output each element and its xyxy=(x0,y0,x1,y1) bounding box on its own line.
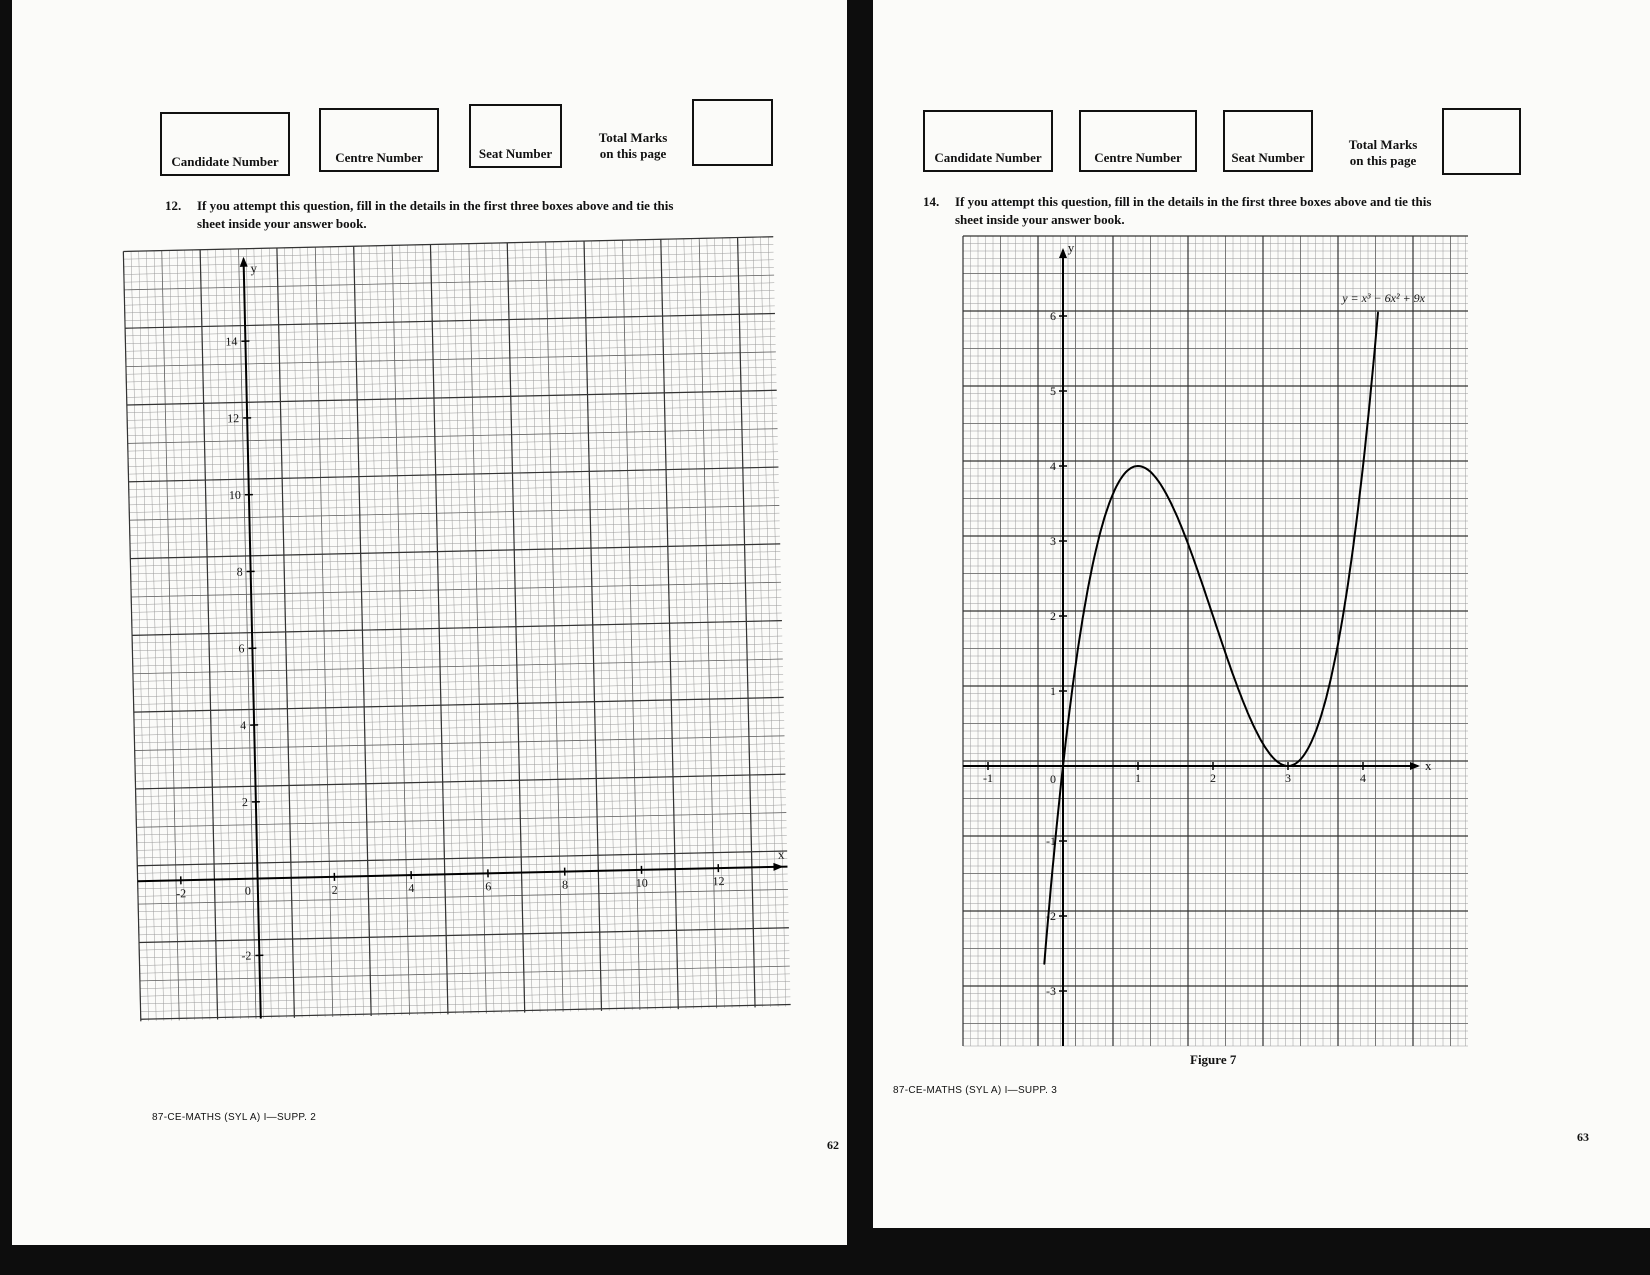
total-marks-line1: Total Marks xyxy=(1348,137,1418,152)
grid-line xyxy=(140,958,790,973)
question-line-2: sheet inside your answer book. xyxy=(955,212,1125,227)
x-tick-label: 12 xyxy=(712,873,725,889)
grid-line xyxy=(132,598,782,613)
grid-line xyxy=(130,552,780,567)
grid-line xyxy=(127,413,777,428)
grid-line xyxy=(126,337,776,352)
x-tick-label: -1 xyxy=(983,771,993,785)
grid-line xyxy=(125,290,775,305)
curve-point xyxy=(1137,465,1139,467)
x-tick-label: 3 xyxy=(1285,771,1291,785)
grid-line xyxy=(129,482,779,497)
grid-line xyxy=(134,720,784,735)
left-grid xyxy=(123,237,790,1022)
grid-line xyxy=(136,782,786,797)
x-tick-label: 4 xyxy=(408,881,415,896)
grid-line xyxy=(141,1005,791,1020)
grid-line xyxy=(126,360,776,375)
x-axis-arrow xyxy=(773,863,783,871)
grid-line xyxy=(135,743,785,758)
y-tick-label: 10 xyxy=(228,487,242,503)
grid-line xyxy=(133,659,783,674)
total-marks-label xyxy=(1343,137,1423,169)
grid-line xyxy=(137,836,787,851)
grid-line xyxy=(127,390,777,405)
grid-line xyxy=(133,667,783,682)
x-tick-label: 6 xyxy=(485,879,492,894)
seat-number-label: Seat Number xyxy=(478,146,553,161)
x-axis-arrow xyxy=(1410,762,1420,770)
grid-line xyxy=(129,505,779,520)
grid-line xyxy=(133,651,783,666)
x-tick-label: 4 xyxy=(1360,771,1366,785)
grid-line xyxy=(133,674,783,689)
grid-line xyxy=(131,559,781,574)
candidate-number-label: Candidate Number xyxy=(934,150,1042,165)
graph-paper-left[interactable] xyxy=(132,244,785,1014)
grid-line xyxy=(137,859,787,874)
right-grid xyxy=(963,236,1468,1046)
grid-line xyxy=(135,728,785,743)
figure-caption: Figure 7 xyxy=(1190,1052,1237,1067)
grid-line xyxy=(124,283,774,298)
y-tick-label: 8 xyxy=(236,564,243,579)
curve-point xyxy=(1377,311,1379,313)
seat-number-box[interactable] xyxy=(469,104,562,168)
curve-point xyxy=(1043,963,1045,965)
grid-line xyxy=(137,828,787,843)
y-tick-label: 4 xyxy=(239,718,247,733)
centre-number-label: Centre Number xyxy=(1094,150,1182,165)
grid-line xyxy=(123,251,140,1021)
grid-line xyxy=(134,697,784,712)
total-marks-line2: on this page xyxy=(1349,153,1417,168)
question-14-instruction xyxy=(923,193,1483,233)
grid-line xyxy=(131,564,781,582)
grid-line xyxy=(128,436,778,451)
grid-line xyxy=(132,636,782,651)
grid-line xyxy=(126,344,776,359)
grid-line xyxy=(137,820,787,835)
grid-line xyxy=(126,352,776,367)
total-marks-line2: on this page xyxy=(599,146,667,161)
grid-line xyxy=(139,943,789,958)
curve-point xyxy=(1062,765,1064,767)
x-tick-label: 10 xyxy=(635,875,648,891)
grid-line xyxy=(134,690,784,705)
grid-line xyxy=(138,882,788,897)
grid-line xyxy=(133,644,783,659)
grid-line xyxy=(128,429,778,444)
grid-major-lines xyxy=(123,237,790,1022)
grid-line xyxy=(128,421,778,436)
grid-line xyxy=(124,244,774,259)
total-marks-box[interactable] xyxy=(692,99,773,166)
grid-line xyxy=(134,705,784,720)
y-tick-label: -2 xyxy=(1046,909,1056,923)
curve-point xyxy=(1100,530,1102,532)
grid-line xyxy=(131,575,781,590)
centre-number-label: Centre Number xyxy=(335,150,423,165)
grid-line xyxy=(139,920,789,935)
y-tick-label: -2 xyxy=(241,948,252,963)
grid-line xyxy=(130,528,780,543)
y-tick-label: 2 xyxy=(1050,609,1056,623)
grid-line xyxy=(128,444,778,459)
grid-line xyxy=(738,238,755,1008)
grid-line xyxy=(136,805,786,820)
grid-line xyxy=(125,329,775,344)
grid-line xyxy=(138,874,788,889)
seat-number-label: Seat Number xyxy=(1231,150,1305,165)
origin-label: 0 xyxy=(1050,772,1056,786)
grid-line xyxy=(130,544,780,559)
grid-line xyxy=(140,948,790,966)
y-tick-label: 6 xyxy=(238,641,245,656)
y-axis-label: y xyxy=(250,260,258,276)
question-number: 14. xyxy=(923,194,940,209)
grid-line xyxy=(139,912,789,927)
total-marks-box[interactable] xyxy=(1442,108,1521,175)
question-number: 12. xyxy=(165,198,182,213)
y-tick-label: -3 xyxy=(1046,984,1056,998)
cubic-curve xyxy=(1044,312,1378,964)
grid-line xyxy=(136,790,786,805)
candidate-number-label: Candidate Number xyxy=(171,154,279,169)
footer-code-right: 87-CE-MATHS (SYL A) I—SUPP. 3 xyxy=(893,1085,1058,1096)
y-tick-label: 12 xyxy=(227,411,240,426)
grid-line xyxy=(133,682,783,697)
question-line-2: sheet inside your answer book. xyxy=(197,216,367,231)
question-line-1: If you attempt this question, fill in the details in the first three boxes above and tie this xyxy=(197,198,674,213)
grid-line xyxy=(132,605,782,620)
footer-code-left: 87-CE-MATHS (SYL A) I—SUPP. 2 xyxy=(152,1112,317,1123)
x-axis xyxy=(138,867,788,882)
seat-number-box[interactable] xyxy=(1223,110,1313,172)
left-page xyxy=(12,0,847,1245)
right-page xyxy=(873,0,1650,1228)
grid-line xyxy=(130,521,780,536)
grid-line xyxy=(132,613,782,628)
grid-line xyxy=(124,260,774,275)
grid-line xyxy=(125,314,775,329)
grid-line xyxy=(129,475,779,490)
grid-line xyxy=(140,974,790,989)
grid-line xyxy=(430,245,447,1015)
curve-point xyxy=(1250,718,1252,720)
origin-label: 0 xyxy=(244,883,252,898)
grid-line xyxy=(129,467,779,482)
candidate-number-box[interactable] xyxy=(160,112,290,176)
y-tick-label: -1 xyxy=(1046,834,1056,848)
grid-line xyxy=(125,321,775,336)
grid-line xyxy=(129,487,779,505)
curve-label: y = x³ − 6x² + 9x xyxy=(1342,291,1425,305)
centre-number-box[interactable] xyxy=(1079,110,1197,172)
grid-line xyxy=(138,889,788,904)
grid-line xyxy=(140,981,790,996)
grid-mid-lines xyxy=(123,237,790,1022)
grid-line xyxy=(125,298,775,313)
grid-line xyxy=(139,905,789,920)
grid-line xyxy=(131,590,781,605)
candidate-number-box[interactable] xyxy=(923,110,1053,172)
graph-paper-right[interactable] xyxy=(963,236,1468,1046)
question-12-instruction xyxy=(165,197,765,237)
grid-line xyxy=(507,243,524,1013)
y-tick-label: 2 xyxy=(241,794,249,810)
grid-line xyxy=(126,367,776,382)
grid-line xyxy=(127,406,777,421)
grid-line xyxy=(138,897,788,912)
grid-line xyxy=(135,759,785,774)
grid-line xyxy=(125,306,775,321)
y-tick-label: 14 xyxy=(225,334,238,349)
page-number-left: 62 xyxy=(827,1138,839,1152)
y-tick-label: 5 xyxy=(1050,384,1056,398)
grid-line xyxy=(130,513,780,528)
grid-line xyxy=(140,989,790,1004)
grid-line xyxy=(135,767,785,782)
curve-point xyxy=(1325,699,1327,701)
grid-line xyxy=(126,375,776,390)
grid-line xyxy=(135,736,785,751)
grid-line xyxy=(127,398,777,413)
grid-line xyxy=(131,582,781,597)
y-axis-label: y xyxy=(1067,240,1075,255)
grid-minor-lines xyxy=(963,236,1468,1046)
question-line-1: If you attempt this question, fill in the details in the first three boxes above and tie this xyxy=(955,194,1432,209)
x-tick-label: 2 xyxy=(331,882,338,897)
grid-line xyxy=(128,452,778,467)
grid-line xyxy=(135,751,785,766)
centre-number-box[interactable] xyxy=(319,108,439,172)
grid-line xyxy=(584,241,601,1011)
x-tick-label: 8 xyxy=(561,877,569,892)
grid-line xyxy=(132,628,782,643)
page-number-right: 63 xyxy=(1577,1130,1589,1144)
grid-line xyxy=(136,813,786,828)
grid-line xyxy=(127,383,777,398)
y-tick-label: 1 xyxy=(1050,684,1056,698)
grid-line xyxy=(139,928,789,943)
x-axis-label: x xyxy=(1425,758,1432,773)
grid-line xyxy=(277,248,294,1018)
x-tick-label: 1 xyxy=(1135,771,1141,785)
grid-line xyxy=(134,713,784,728)
x-tick-label: -2 xyxy=(175,886,187,901)
grid-line xyxy=(140,966,790,981)
grid-line xyxy=(137,843,787,858)
grid-line xyxy=(124,275,774,290)
x-axis-label: x xyxy=(777,846,785,862)
y-tick-label: 4 xyxy=(1050,459,1056,473)
grid-line xyxy=(141,997,791,1012)
grid-line xyxy=(136,794,786,812)
total-marks-line1: Total Marks xyxy=(598,130,668,145)
curve-point xyxy=(1175,512,1177,514)
y-tick-label: 6 xyxy=(1050,309,1056,323)
grid-line xyxy=(128,459,778,474)
grid-line xyxy=(354,246,371,1016)
x-tick-label: 2 xyxy=(1210,771,1216,785)
grid-line xyxy=(124,252,774,267)
grid-line xyxy=(139,935,789,950)
y-tick-label: 3 xyxy=(1050,534,1056,548)
y-axis-arrow xyxy=(1059,248,1067,258)
grid-line xyxy=(132,621,782,636)
curve-point xyxy=(1362,465,1364,467)
total-marks-label xyxy=(592,130,674,162)
grid-line xyxy=(200,250,217,1020)
curve-point xyxy=(1212,615,1214,617)
grid-line xyxy=(124,267,774,282)
curve-point xyxy=(1287,765,1289,767)
grid-line xyxy=(136,774,786,789)
y-axis xyxy=(241,259,261,1019)
grid-line xyxy=(129,498,779,513)
grid-line xyxy=(661,239,678,1009)
grid-line xyxy=(130,536,780,551)
grid-line xyxy=(137,851,787,866)
grid-line xyxy=(123,237,773,252)
grid-minor-lines xyxy=(123,237,790,1022)
